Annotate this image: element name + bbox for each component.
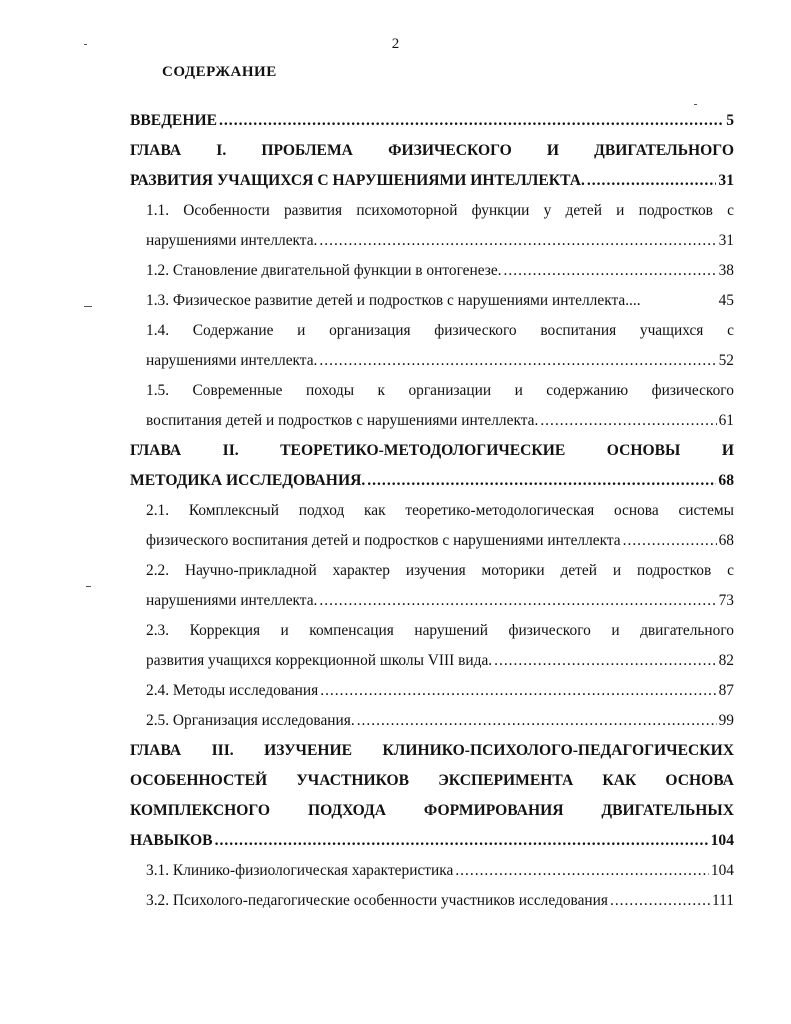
entry-text: 1.2. Становление двигательной функции в онтогенезе. xyxy=(146,262,502,279)
entry-word: к xyxy=(377,382,386,399)
toc-entry-chapter-3-line-2 xyxy=(130,766,734,796)
page-title: СОДЕРЖАНИЕ xyxy=(162,64,277,80)
toc-entry-1-4 xyxy=(130,316,734,346)
entry-word: Научно-прикладной xyxy=(184,562,317,579)
entry-text: 1.3. Физическое развитие детей и подростков с нарушениями интеллекта.... xyxy=(146,292,641,309)
entry-word: I. xyxy=(216,142,227,159)
entry-word: ДВИГАТЕЛЬНОГО xyxy=(594,142,734,159)
entry-word: организации xyxy=(408,382,492,399)
entry-word: теоретико-методологическая xyxy=(405,502,595,519)
entry-word: подход xyxy=(298,502,345,519)
toc-entry-1-3 xyxy=(130,286,734,316)
toc-entry-2-5 xyxy=(130,706,734,736)
entry-word: физического xyxy=(434,322,517,339)
entry-text: МЕТОДИКА ИССЛЕДОВАНИЯ. xyxy=(130,472,366,489)
toc-entry-1-5-end xyxy=(130,406,734,436)
toc-entry-2-1-end xyxy=(130,526,734,556)
entry-text: ВВЕДЕНИЕ xyxy=(130,112,217,129)
entry-word: 1.1. xyxy=(146,202,170,219)
dot-leader xyxy=(219,106,724,136)
entry-text: физического воспитания детей и подростков с нарушениями интеллекта xyxy=(146,532,621,549)
entry-text: 3.2. Психолого-педагогические особенности участников исследования xyxy=(146,892,608,909)
entry-text: 2.4. Методы исследования xyxy=(146,682,319,699)
entry-word: и xyxy=(280,622,289,639)
entry-word: II. xyxy=(222,442,239,459)
table-of-contents xyxy=(130,106,734,916)
entry-word: учащихся xyxy=(639,322,704,339)
dot-leader xyxy=(610,886,710,916)
entry-word: развития xyxy=(283,202,343,219)
entry-page: 31 xyxy=(718,172,734,189)
entry-word: и xyxy=(616,202,625,219)
dot-leader xyxy=(215,826,709,856)
entry-word: ФИЗИЧЕСКОГО xyxy=(388,142,512,159)
entry-word: и xyxy=(612,562,622,579)
entry-word: КОМПЛЕКСНОГО xyxy=(130,802,271,819)
toc-entry-1-5 xyxy=(130,376,734,406)
entry-page: 104 xyxy=(710,862,734,879)
entry-word: 2.2. xyxy=(146,562,170,579)
entry-word: физического xyxy=(651,382,734,399)
toc-entry-chapter-2 xyxy=(130,436,734,466)
entry-text: нарушениями интеллекта. xyxy=(146,592,318,609)
entry-word: 1.5. xyxy=(146,382,170,399)
entry-word: ИЗУЧЕНИЕ xyxy=(264,742,353,759)
dot-leader xyxy=(357,706,717,736)
toc-entry-2-1 xyxy=(130,496,734,526)
entry-word: функции xyxy=(471,202,530,219)
entry-word: ГЛАВА xyxy=(130,742,182,759)
entry-word: Комплексный xyxy=(188,502,279,519)
entry-word: ЭКСПЕРИМЕНТА xyxy=(438,772,574,789)
toc-entry-chapter-2-end xyxy=(130,466,734,496)
dot-leader xyxy=(540,406,716,436)
entry-word: содержанию xyxy=(546,382,629,399)
entry-word: походы xyxy=(305,382,355,399)
entry-word: характер xyxy=(332,562,391,579)
entry-text: воспитания детей и подростков с нарушениями интеллекта. xyxy=(146,412,539,429)
scan-mark xyxy=(84,306,92,307)
toc-entry-2-3-end xyxy=(130,646,734,676)
entry-word: у xyxy=(543,202,552,219)
entry-page: 111 xyxy=(712,892,734,909)
entry-text: 2.5. Организация исследования. xyxy=(146,712,355,729)
entry-word: ГЛАВА xyxy=(130,442,182,459)
entry-page: 68 xyxy=(718,472,734,489)
entry-text: развития учащихся коррекционной школы VIII вида. xyxy=(146,652,493,669)
entry-page: 82 xyxy=(718,652,734,669)
entry-page: 68 xyxy=(718,532,734,549)
entry-word: воспитания xyxy=(540,322,617,339)
entry-word: Содержание xyxy=(192,322,274,339)
entry-word: КЛИНИКО-ПСИХОЛОГО-ПЕДАГОГИЧЕСКИХ xyxy=(382,742,734,759)
entry-word: ОСНОВЫ xyxy=(606,442,681,459)
toc-entry-chapter-1-end xyxy=(130,166,734,196)
entry-word: Коррекция xyxy=(189,622,261,639)
entry-page: 5 xyxy=(726,112,734,129)
toc-entry-3-2 xyxy=(130,886,734,916)
entry-word: детей xyxy=(565,202,602,219)
entry-word: изучения xyxy=(405,562,466,579)
entry-word: компенсация xyxy=(309,622,394,639)
entry-word: ГЛАВА xyxy=(130,142,182,159)
toc-entry-1-1 xyxy=(130,196,734,226)
entry-text: РАЗВИТИЯ УЧАЩИХСЯ С НАРУШЕНИЯМИ ИНТЕЛЛЕКТА. xyxy=(130,172,585,189)
dot-leader xyxy=(587,166,717,196)
entry-word: 2.3. xyxy=(146,622,170,639)
toc-entry-2-3 xyxy=(130,616,734,646)
entry-word: подростков xyxy=(636,562,712,579)
toc-entry-2-2-end xyxy=(130,586,734,616)
entry-word: Современные xyxy=(192,382,283,399)
entry-word: И xyxy=(546,142,560,159)
entry-text: нарушениями интеллекта. xyxy=(146,232,318,249)
entry-page: 45 xyxy=(718,292,734,309)
dot-leader xyxy=(504,256,717,286)
entry-page: 104 xyxy=(710,832,734,849)
entry-page: 38 xyxy=(718,262,734,279)
toc-entry-chapter-3-end xyxy=(130,826,734,856)
entry-text: нарушениями интеллекта. xyxy=(146,352,318,369)
entry-word: основа xyxy=(613,502,659,519)
toc-entry-introduction xyxy=(130,106,734,136)
toc-entry-chapter-3-line-3 xyxy=(130,796,734,826)
dot-leader xyxy=(494,646,716,676)
entry-page: 61 xyxy=(718,412,734,429)
toc-entry-3-1 xyxy=(130,856,734,886)
entry-word: подростков xyxy=(638,202,713,219)
entry-word: и xyxy=(297,322,306,339)
entry-word: Особенности xyxy=(183,202,270,219)
toc-entry-1-4-end xyxy=(130,346,734,376)
entry-word: физического xyxy=(508,622,591,639)
entry-word: нарушений xyxy=(414,622,488,639)
entry-word: психомоторной xyxy=(356,202,458,219)
entry-word: ОСНОВА xyxy=(665,772,734,789)
entry-page: 73 xyxy=(718,592,734,609)
dot-leader xyxy=(455,856,709,886)
entry-word: и xyxy=(514,382,523,399)
toc-entry-chapter-1 xyxy=(130,136,734,166)
entry-word: с xyxy=(727,322,734,339)
entry-text: НАВЫКОВ xyxy=(130,832,213,849)
toc-entry-1-1-end xyxy=(130,226,734,256)
entry-word: ОСОБЕННОСТЕЙ xyxy=(130,772,268,789)
toc-entry-2-2 xyxy=(130,556,734,586)
toc-entry-chapter-3-line-1 xyxy=(130,736,734,766)
entry-word: 2.1. xyxy=(146,502,170,519)
entry-word: детей xyxy=(560,562,597,579)
entry-word: 1.4. xyxy=(146,322,170,339)
dot-leader xyxy=(319,226,716,256)
scan-mark xyxy=(694,104,697,105)
entry-word: с xyxy=(727,202,734,219)
entry-word: и xyxy=(611,622,620,639)
entry-word: КАК xyxy=(602,772,637,789)
dot-leader xyxy=(320,676,716,706)
entry-word: двигательного xyxy=(640,622,734,639)
entry-word: системы xyxy=(678,502,734,519)
entry-word: И xyxy=(721,442,734,459)
dot-leader xyxy=(623,526,717,556)
entry-word: ПРОБЛЕМА xyxy=(261,142,353,159)
entry-word: организация xyxy=(329,322,411,339)
toc-entry-2-4 xyxy=(130,676,734,706)
page-number: 2 xyxy=(391,36,400,52)
entry-word: моторики xyxy=(481,562,545,579)
toc-entry-1-2 xyxy=(130,256,734,286)
entry-page: 99 xyxy=(718,712,734,729)
entry-word: УЧАСТНИКОВ xyxy=(296,772,410,789)
entry-word: с xyxy=(727,562,734,579)
entry-word: ДВИГАТЕЛЬНЫХ xyxy=(601,802,734,819)
scan-mark xyxy=(84,44,87,45)
entry-page: 87 xyxy=(718,682,734,699)
dot-leader xyxy=(367,466,716,496)
dot-leader xyxy=(319,586,716,616)
entry-word: ТЕОРЕТИКО-МЕТОДОЛОГИЧЕСКИЕ xyxy=(280,442,566,459)
entry-word: III. xyxy=(211,742,234,759)
dot-leader xyxy=(319,346,716,376)
entry-page: 52 xyxy=(718,352,734,369)
entry-text: 3.1. Клинико-физиологическая характеристика xyxy=(146,862,454,879)
scan-mark xyxy=(86,586,91,587)
entry-word: ФОРМИРОВАНИЯ xyxy=(423,802,564,819)
entry-word: ПОДХОДА xyxy=(307,802,386,819)
entry-page: 31 xyxy=(718,232,734,249)
entry-word: как xyxy=(364,502,386,519)
